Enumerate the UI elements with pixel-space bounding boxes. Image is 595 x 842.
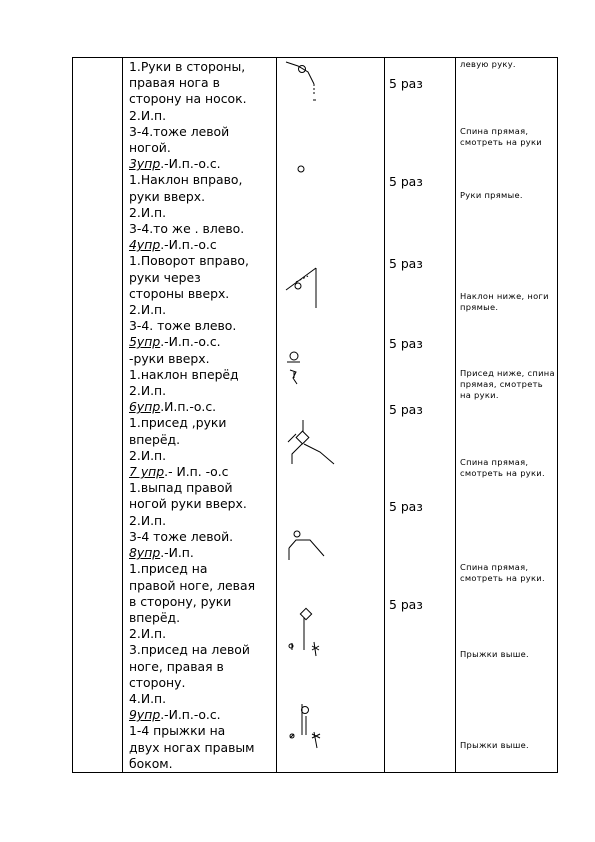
exercise-number: 4упр bbox=[129, 237, 161, 253]
exercise-text: 1.Наклон вправо, bbox=[129, 172, 243, 188]
exercise-text: 1-4 прыжки на bbox=[129, 723, 226, 739]
exercise-text: .-И.п.-о.с bbox=[160, 237, 217, 253]
repetition-count: 5 раз bbox=[389, 76, 423, 91]
figure-bend bbox=[298, 166, 304, 172]
exercise-text: .-И.п. bbox=[160, 545, 194, 561]
exercise-text: ногой руки вверх. bbox=[129, 496, 247, 512]
repetition-count: 5 раз bbox=[389, 256, 423, 271]
repetition-count: 5 раз bbox=[389, 499, 423, 514]
exercise-text: руки через bbox=[129, 269, 201, 285]
exercise-text: сторону. bbox=[129, 674, 186, 690]
exercise-text: правая нога в bbox=[129, 75, 220, 91]
exercise-text: 1.присед на bbox=[129, 561, 208, 577]
exercise-text: вперёд. bbox=[129, 431, 181, 447]
exercise-text: .- И.п. -о.с bbox=[164, 464, 229, 480]
exercise-text: 2.И.п. bbox=[129, 512, 167, 528]
figure-turn bbox=[286, 268, 316, 308]
exercise-number: 9упр bbox=[129, 707, 161, 723]
figure-side-squat bbox=[289, 608, 319, 656]
method-note: Спина прямая, смотреть на руки. bbox=[460, 562, 545, 583]
exercise-text: ноге, правая в bbox=[129, 658, 224, 674]
exercise-text: двух ногах правым bbox=[129, 739, 255, 755]
method-note: Спина прямая, смотреть на руки. bbox=[460, 457, 545, 478]
exercise-text: ногой. bbox=[129, 140, 171, 156]
figure-forward-bend bbox=[287, 352, 300, 384]
repetition-count: 5 раз bbox=[389, 174, 423, 189]
exercise-number: 5упр bbox=[129, 334, 161, 350]
exercise-text: 2.И.п. bbox=[129, 626, 167, 642]
exercise-text: 1.присед ,руки bbox=[129, 415, 227, 431]
method-note: Спина прямая, смотреть на руки bbox=[460, 126, 542, 147]
exercise-text: 1.Поворот вправо, bbox=[129, 253, 249, 269]
figure-lunge bbox=[289, 531, 324, 560]
exercise-text: 3-4. тоже влево. bbox=[129, 318, 237, 334]
repetition-count: 5 раз bbox=[389, 402, 423, 417]
exercise-text: 3.присед на левой bbox=[129, 642, 250, 658]
method-note: Прыжки выше. bbox=[460, 740, 529, 750]
exercise-text: в сторону, руки bbox=[129, 593, 232, 609]
exercise-text: 2.И.п. bbox=[129, 447, 167, 463]
figure-jumps bbox=[290, 704, 320, 748]
method-note: Наклон ниже, ноги прямые. bbox=[460, 291, 549, 312]
repetition-count: 5 раз bbox=[389, 597, 423, 612]
method-note: Руки прямые. bbox=[460, 190, 523, 200]
exercise-text: 2.И.п. bbox=[129, 204, 167, 220]
exercise-text: 2.И.п. bbox=[129, 107, 167, 123]
exercise-text: 4.И.п. bbox=[129, 690, 167, 706]
method-note: Присед ниже, спина прямая, смотреть на руки. bbox=[460, 368, 555, 400]
exercise-number: 6упр bbox=[129, 399, 161, 415]
exercise-number: 8упр bbox=[129, 545, 161, 561]
exercise-text: .-И.п.-о.с. bbox=[160, 334, 221, 350]
repetition-count: 5 раз bbox=[389, 336, 423, 351]
exercise-text: 1.выпад правой bbox=[129, 480, 233, 496]
figure-squat bbox=[288, 420, 334, 464]
exercise-text: вперёд. bbox=[129, 609, 181, 625]
exercise-text: руки вверх. bbox=[129, 188, 206, 204]
exercise-text: правой ноге, левая bbox=[129, 577, 256, 593]
exercise-number: 7 упр bbox=[129, 464, 165, 480]
exercise-number: 3упр bbox=[129, 156, 161, 172]
exercise-text: .И.п.-о.с. bbox=[160, 399, 217, 415]
figure-arms-side bbox=[286, 62, 316, 100]
exercise-text: 1.наклон вперёд bbox=[129, 366, 239, 382]
exercise-text: -руки вверх. bbox=[129, 350, 210, 366]
exercise-text: .-И.п.-о.с. bbox=[160, 707, 221, 723]
exercise-text: боком. bbox=[129, 755, 173, 771]
method-note: левую руку. bbox=[460, 59, 516, 69]
exercise-text: .-И.п.-о.с. bbox=[160, 156, 221, 172]
exercise-text: 3-4.тоже левой bbox=[129, 123, 230, 139]
method-note: Прыжки выше. bbox=[460, 649, 529, 659]
exercise-text: стороны вверх. bbox=[129, 285, 230, 301]
exercise-text: 1.Руки в стороны, bbox=[129, 59, 246, 74]
exercise-text: 3-4 тоже левой. bbox=[129, 528, 234, 544]
exercise-text: 2.И.п. bbox=[129, 302, 167, 318]
exercise-text: сторону на носок. bbox=[129, 91, 247, 107]
exercise-text: 2.И.п. bbox=[129, 383, 167, 399]
exercise-text: 3-4.то же . влево. bbox=[129, 221, 245, 237]
